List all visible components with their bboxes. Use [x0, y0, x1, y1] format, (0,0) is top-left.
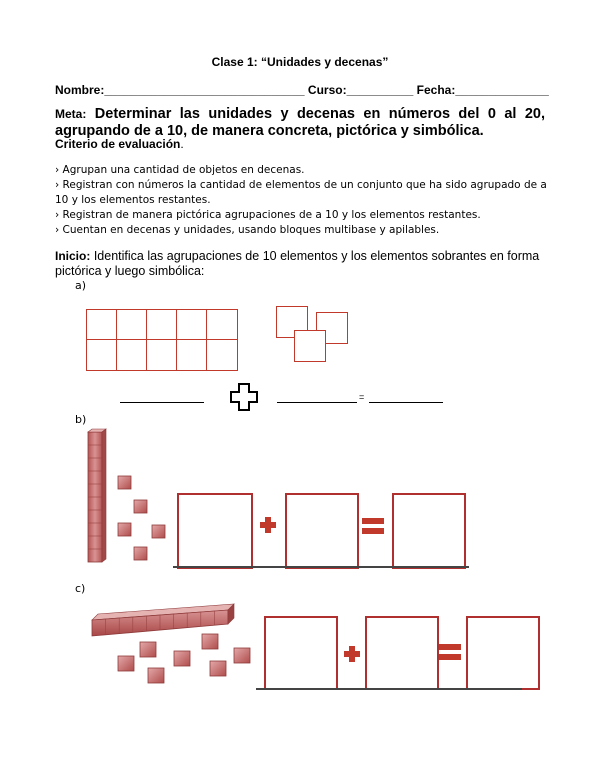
worksheet-title: Clase 1: “Unidades y decenas” — [211, 55, 389, 69]
unit-cube — [148, 668, 164, 683]
ten-rod — [88, 429, 106, 562]
answer-box-total[interactable] — [392, 493, 466, 569]
unit-cube — [234, 648, 250, 663]
grid-cell — [206, 309, 238, 341]
exercise-a-label: a) — [75, 279, 87, 292]
unit-cube — [134, 500, 147, 513]
base-ten-blocks-c — [88, 598, 258, 690]
unit-cube — [118, 476, 131, 489]
equals-icon — [438, 642, 462, 662]
criteria-item: › Registran con números la cantidad de elementos de un conjunto que ha sido agrupado de a 10 y los elementos restantes. — [55, 179, 547, 206]
unit-cube — [134, 547, 147, 560]
plus-icon — [343, 645, 361, 663]
unit-cube — [152, 525, 165, 538]
nombre-field[interactable]: ______________________________ — [104, 83, 305, 97]
header-fields — [55, 83, 549, 97]
unit-cube — [202, 634, 218, 649]
exercise-b-label: b) — [75, 413, 87, 426]
unit-cube — [118, 656, 134, 671]
meta-text: Determinar las unidades y decenas en números del 0 al 20, agrupando de a 10, de manera concreta, pictórica y simbólica. — [55, 106, 545, 139]
exercise-c-label: c) — [75, 582, 86, 595]
answer-line-units[interactable] — [277, 402, 357, 403]
grid-cell — [116, 309, 148, 341]
grid-cell — [146, 309, 178, 341]
fecha-label: Fecha: — [416, 83, 456, 97]
inicio-paragraph — [55, 249, 545, 279]
fecha-field[interactable]: ______________ — [455, 83, 549, 97]
ten-rod — [92, 604, 234, 636]
inicio-label: Inicio: — [55, 249, 91, 263]
nombre-label: Nombre: — [55, 83, 105, 97]
grid-cell — [86, 309, 118, 341]
grid-cell — [206, 339, 238, 371]
answer-box-tens[interactable] — [177, 493, 253, 569]
baseline-c — [256, 688, 522, 690]
grid-cell — [176, 309, 208, 341]
answer-line-total[interactable] — [369, 402, 443, 403]
criterio-heading — [55, 137, 184, 151]
meta-label: Meta: — [55, 107, 87, 121]
unit-cube — [210, 661, 226, 676]
criteria-item: › Cuentan en decenas y unidades, usando bloques multibase y apilables. — [55, 224, 440, 236]
base-ten-blocks-b — [84, 428, 174, 568]
grid-cell — [116, 339, 148, 371]
plus-icon — [259, 516, 277, 534]
inicio-text: Identifica las agrupaciones de 10 elementos y los elementos sobrantes en forma pictórica y luego simbólica: — [55, 249, 540, 278]
grid-cell — [146, 339, 178, 371]
baseline-b — [173, 566, 469, 568]
answer-box-units[interactable] — [365, 616, 439, 690]
loose-square — [294, 330, 326, 362]
grid-cell — [86, 339, 118, 371]
criteria-list — [55, 163, 555, 238]
answer-box-total[interactable] — [466, 616, 540, 690]
answer-line-tens[interactable] — [120, 402, 204, 403]
answer-box-tens[interactable] — [264, 616, 338, 690]
meta-paragraph — [55, 106, 545, 140]
ten-frame-grid — [86, 309, 238, 370]
loose-squares — [276, 306, 350, 362]
unit-cube — [118, 523, 131, 536]
unit-cube — [140, 642, 156, 657]
equals-sign: = — [359, 392, 365, 402]
answer-box-units[interactable] — [285, 493, 359, 569]
criterio-label: Criterio de evaluación — [55, 137, 181, 151]
equals-icon — [361, 516, 385, 536]
curso-label: Curso: — [307, 83, 347, 97]
grid-cell — [176, 339, 208, 371]
criteria-item: › Registran de manera pictórica agrupaciones de a 10 y los elementos restantes. — [55, 209, 481, 221]
plus-outline-icon — [229, 382, 259, 412]
criteria-item: › Agrupan una cantidad de objetos en decenas. — [55, 164, 305, 176]
criterio-suffix: . — [180, 137, 184, 151]
curso-field[interactable]: __________ — [346, 83, 414, 97]
unit-cube — [174, 651, 190, 666]
